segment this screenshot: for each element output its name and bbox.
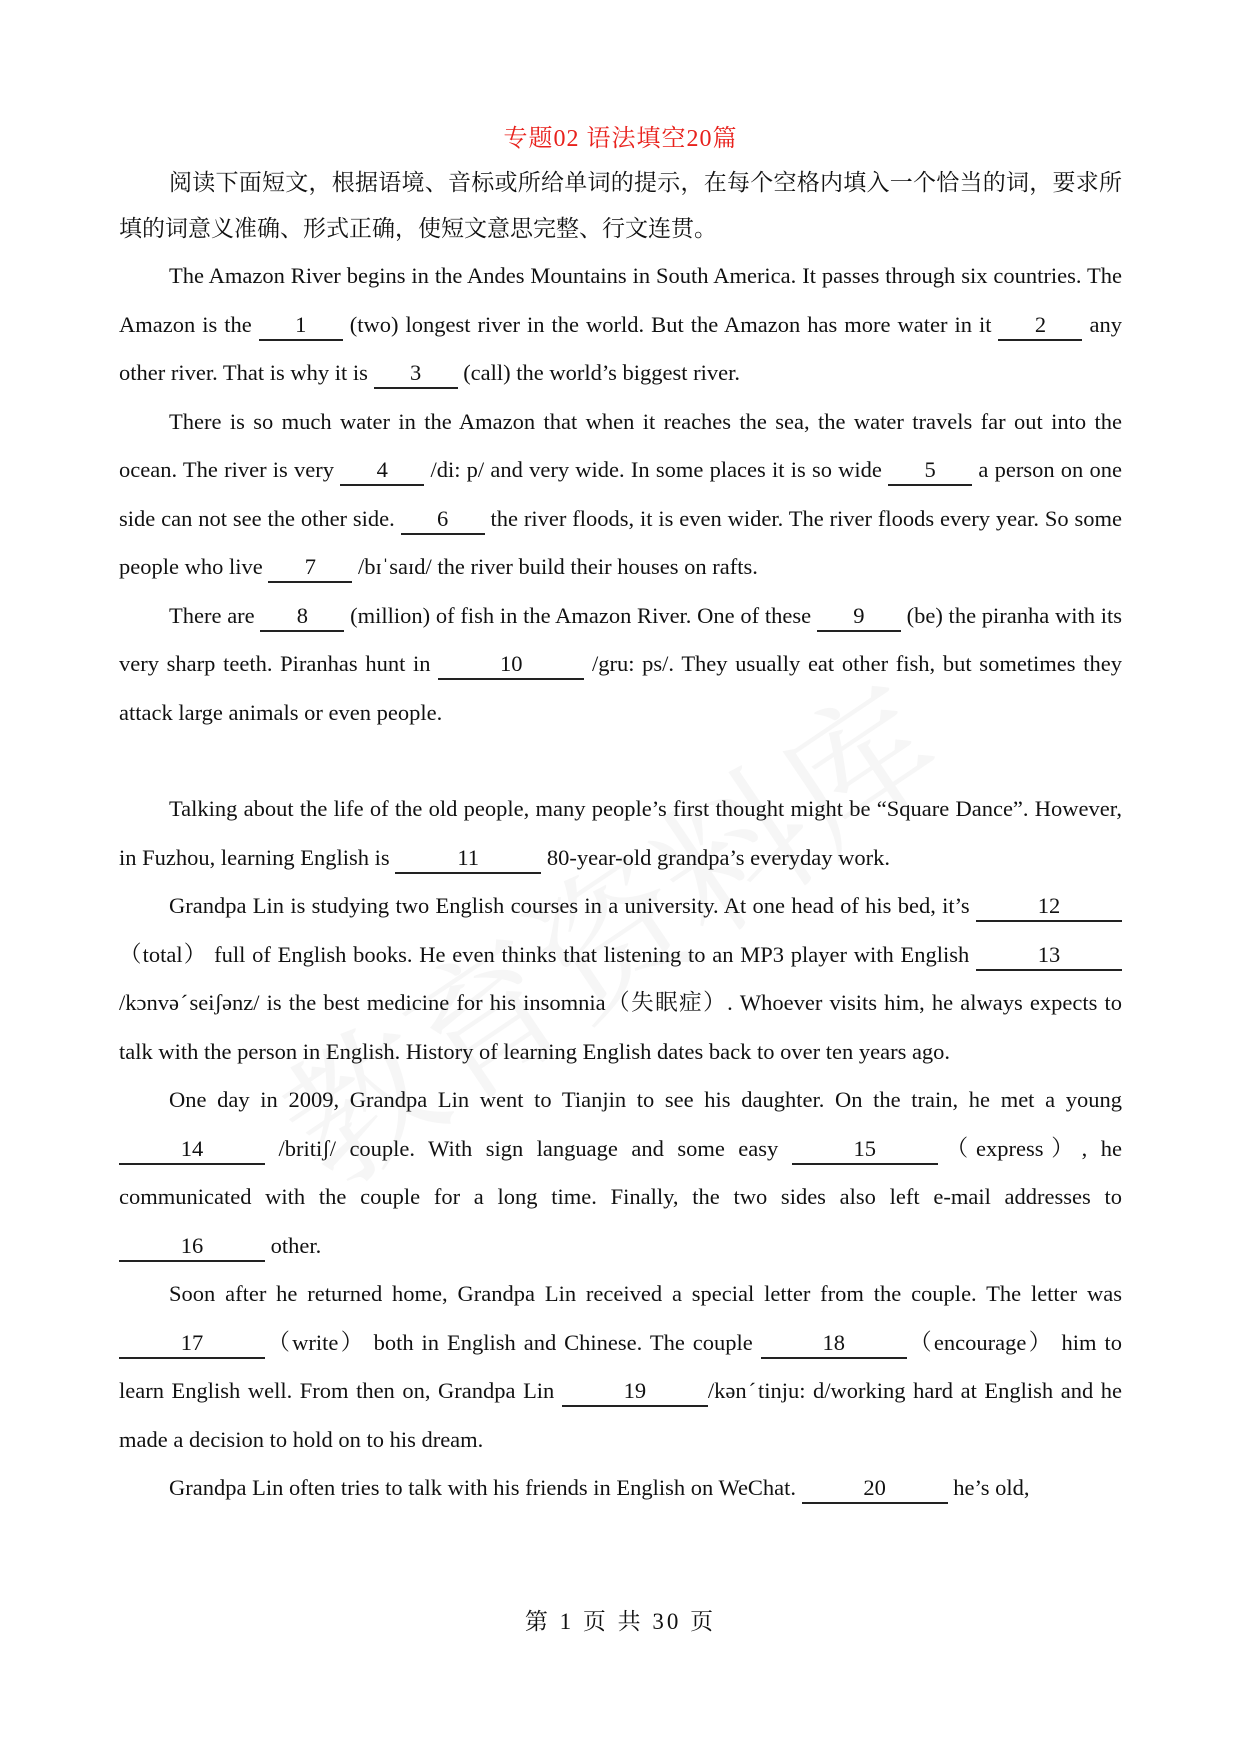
passage1-paragraph-3: There are 8 (million) of fish in the Amazon River. One of these 9 (be) the piranha with its very sharp teeth. Piranhas hunt in 10 /gru: ps/. They usually eat other fish, but sometimes they attack large animals or even people. bbox=[119, 602, 1122, 725]
blank-14[interactable]: 14 bbox=[119, 1135, 265, 1165]
blank-1[interactable]: 1 bbox=[259, 311, 343, 341]
blank-7[interactable]: 7 bbox=[268, 553, 352, 583]
passage1-paragraph-1: The Amazon River begins in the Andes Mountains in South America. It passes through six countries. The Amazon is the 1 (two) longest river in the world. But the Amazon has more water in it 2 any other river. That is why it is 3 (call) the world’s biggest river. bbox=[119, 252, 1122, 398]
passage2-paragraph-2: Grandpa Lin is studying two English courses in a university. At one head of his bed, it’s 12（total） full of English books. He even thinks that listening to an MP3 player with English 13 /kɔnvəˊseiʃənz/ is the best medicine for his insomnia（失眠症）. Whoever visits him, he always expects to talk with the person in English. History of learning English dates back to over ten years ago. bbox=[119, 893, 1122, 1064]
blank-6[interactable]: 6 bbox=[401, 505, 485, 535]
passage-separator bbox=[119, 737, 1122, 785]
blank-19[interactable]: 19 bbox=[562, 1377, 708, 1407]
blank-16[interactable]: 16 bbox=[119, 1232, 265, 1262]
blank-11[interactable]: 11 bbox=[395, 844, 541, 874]
blank-12[interactable]: 12 bbox=[976, 892, 1122, 922]
blank-18[interactable]: 18 bbox=[761, 1329, 907, 1359]
passage2-paragraph-5: Grandpa Lin often tries to talk with his friends in English on WeChat. 20 he’s old, bbox=[119, 1464, 1122, 1513]
blank-8[interactable]: 8 bbox=[260, 602, 344, 632]
blank-10[interactable]: 10 bbox=[438, 650, 584, 680]
passage2-paragraph-3: One day in 2009, Grandpa Lin went to Tianjin to see his daughter. On the train, he met a young 14 /britiʃ/ couple. With sign language and some easy 15 （express）, he communicated with the couple for a long time. Finally, the two sides also left e-mail addresses to 16 other. bbox=[119, 1076, 1122, 1270]
passage1-paragraph-2: There is so much water in the Amazon that when it reaches the sea, the water travels far out into the ocean. The river is very 4 /di: p/ and very wide. In some places it is so wide 5 a person on one side can not see the other side. 6 the river floods, it is even wider. The river floods every year. So some people who live 7 /bɪˈsaɪd/ the river build their houses on rafts. bbox=[119, 398, 1122, 592]
document-body bbox=[119, 160, 1122, 1513]
page-title: 专题02 语法填空20篇 bbox=[503, 126, 738, 152]
passage2-paragraph-1: Talking about the life of the old people, many people’s first thought might be “Square Dance”. However, in Fuzhou, learning English is 11 80-year-old grandpa’s everyday work. bbox=[119, 785, 1122, 882]
blank-9[interactable]: 9 bbox=[817, 602, 901, 632]
blank-13[interactable]: 13 bbox=[976, 941, 1122, 971]
blank-20[interactable]: 20 bbox=[802, 1474, 948, 1504]
instructions: 阅读下面短文，根据语境、音标或所给单词的提示，在每个空格内填入一个恰当的词，要求所填的词意义准确、形式正确，使短文意思完整、行文连贯。 bbox=[119, 170, 1122, 241]
blank-5[interactable]: 5 bbox=[888, 456, 972, 486]
blank-2[interactable]: 2 bbox=[998, 311, 1082, 341]
blank-17[interactable]: 17 bbox=[119, 1329, 265, 1359]
blank-3[interactable]: 3 bbox=[374, 359, 458, 389]
page-footer: 第 1 页 共 30 页 bbox=[524, 1609, 717, 1634]
passage2-paragraph-4: Soon after he returned home, Grandpa Lin received a special letter from the couple. The letter was 17 （write） both in English and Chinese. The couple 18 （encourage） him to learn English well. From then on, Grandpa Lin 19 /kənˊtinju: d/working hard at English and he made a decision to hold on to his dream. bbox=[119, 1281, 1122, 1452]
blank-15[interactable]: 15 bbox=[792, 1135, 938, 1165]
blank-4[interactable]: 4 bbox=[340, 456, 424, 486]
